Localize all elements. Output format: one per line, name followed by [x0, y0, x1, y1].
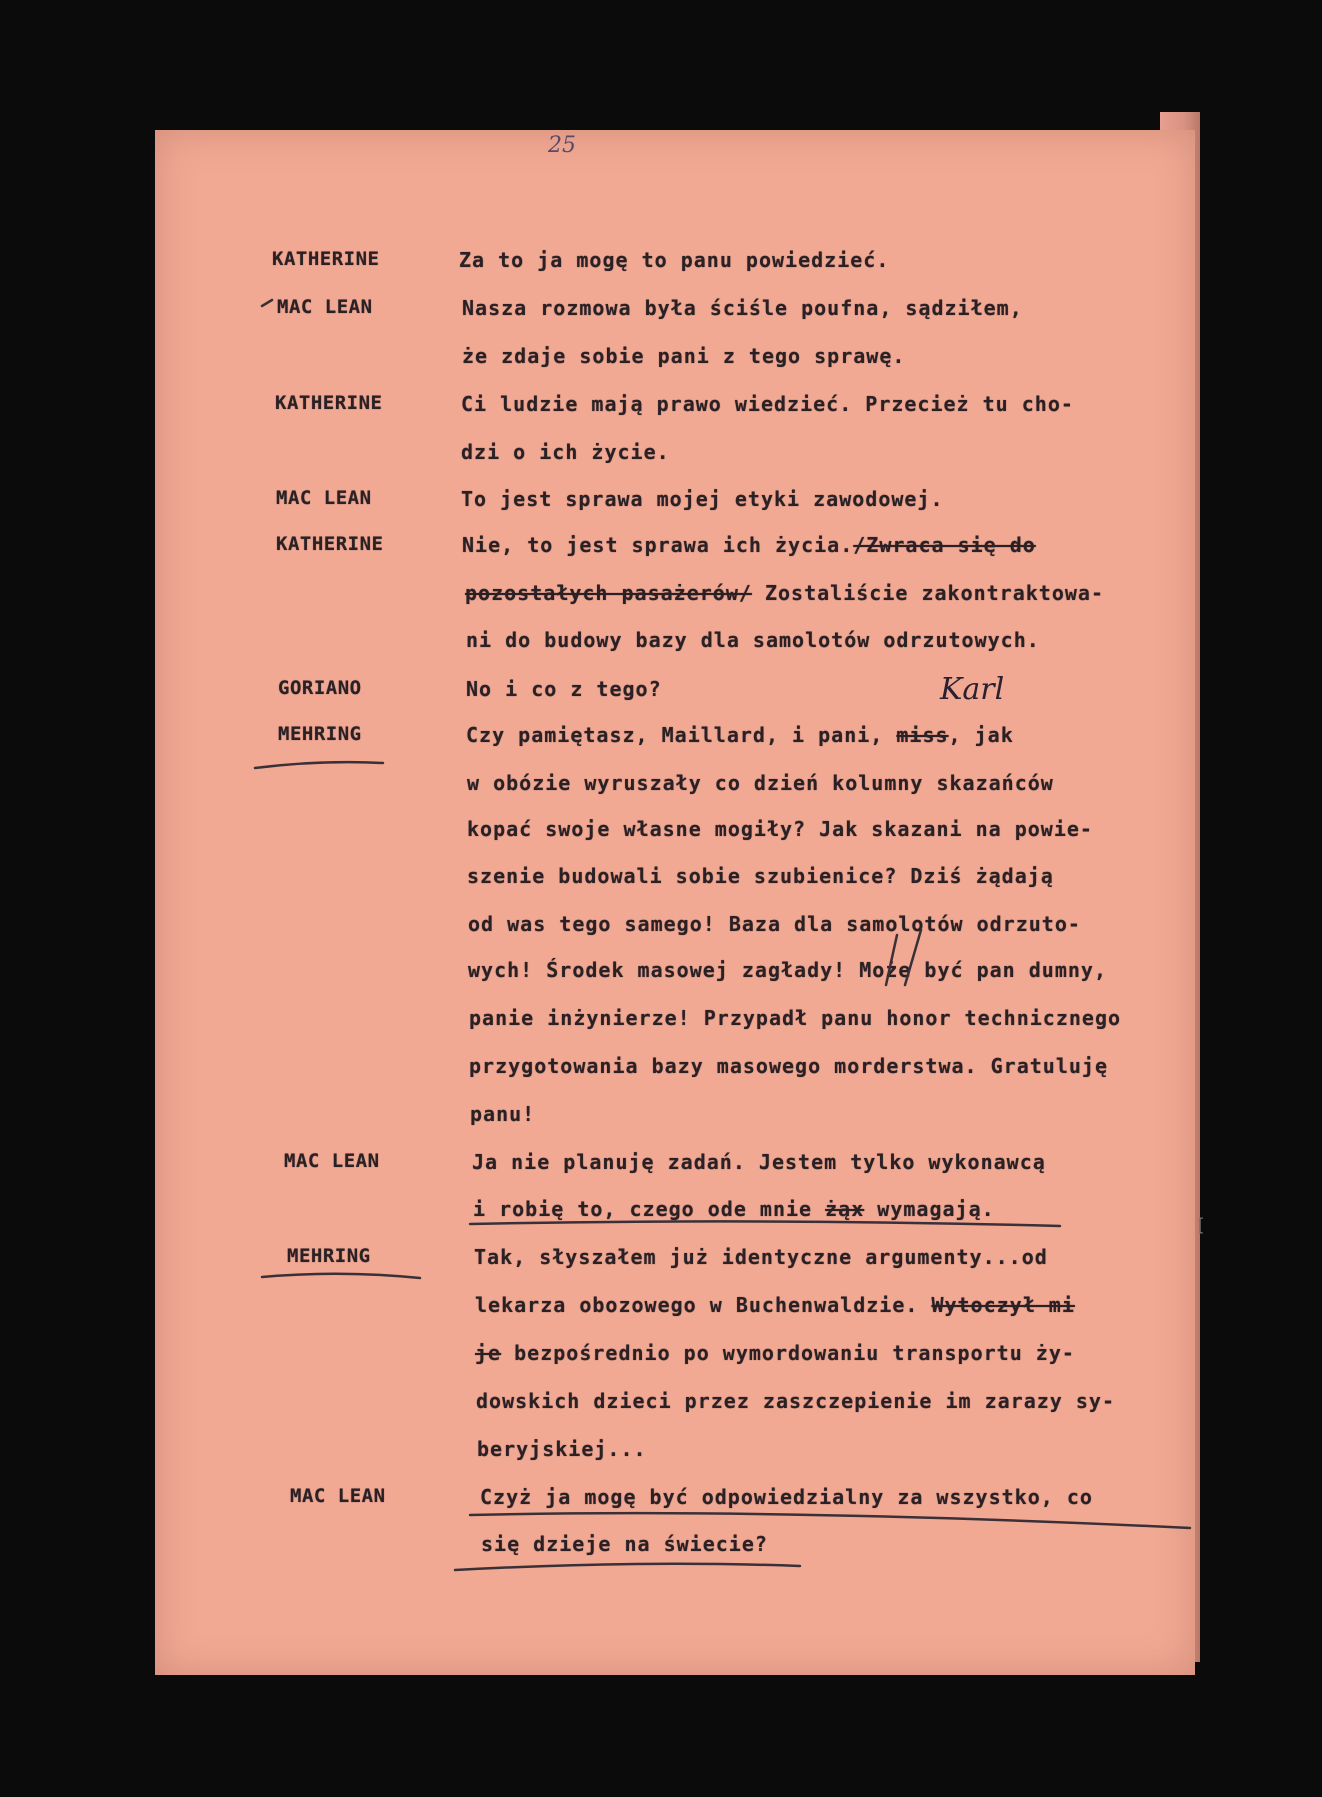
dialogue-line: panie inżynierze! Przypadł panu honor technicznego	[469, 1006, 1122, 1030]
margin-bracket-mark: [	[1195, 1215, 1206, 1236]
struck-stage-direction: pozostałych pasażerów/	[465, 581, 752, 605]
dialogue-line: Czy pamiętasz, Maillard, i pani, miss, jak	[466, 723, 1014, 747]
struck-word: żąx	[825, 1197, 865, 1221]
pencil-slash	[905, 930, 921, 985]
struck-word: Wytoczył mi	[931, 1293, 1075, 1317]
dialogue-line: lekarza obozowego w Buchenwaldzie. Wytoczył mi	[475, 1293, 1075, 1317]
speaker-label: MEHRING	[287, 1245, 371, 1267]
pencil-tick	[262, 300, 272, 306]
speaker-label: GORIANO	[278, 677, 362, 699]
dialogue-line: dzi o ich życie.	[461, 440, 670, 464]
dialogue-line: dowskich dzieci przez zaszczepienie im zarazy sy-	[476, 1389, 1116, 1413]
speaker-label: MAC LEAN	[277, 296, 373, 318]
dialogue-line: Ci ludzie mają prawo wiedzieć. Przecież tu cho-	[461, 392, 1074, 416]
pencil-underline	[262, 1274, 420, 1278]
dialogue-line: i robię to, czego ode mnie żąx wymagają.	[473, 1197, 995, 1221]
speaker-label: KATHERINE	[275, 392, 383, 414]
dialogue-line: przygotowania bazy masowego morderstwa. Gratuluję	[469, 1054, 1109, 1078]
dialogue-line: się dzieje na świecie?	[481, 1532, 768, 1556]
dialogue-line: w obózie wyruszały co dzień kolumny skazańców	[467, 771, 1054, 795]
dialogue-line: Za to ja mogę to panu powiedzieć.	[459, 248, 890, 272]
speaker-label: KATHERINE	[272, 248, 380, 270]
pencil-underline	[470, 1221, 1060, 1226]
speaker-label: MAC LEAN	[290, 1485, 386, 1507]
dialogue-line: szenie budowali sobie szubienice? Dziś żądają	[467, 864, 1054, 888]
dialogue-line: beryjskiej...	[477, 1437, 647, 1461]
dialogue-line: Nie, to jest sprawa ich życia./Zwraca się do	[462, 533, 1036, 557]
dialogue-line: je bezpośrednio po wymordowaniu transportu ży-	[475, 1341, 1075, 1365]
pencil-underline	[255, 762, 383, 768]
page-number: 25	[548, 133, 576, 158]
dialogue-line: No i co z tego?	[466, 677, 662, 701]
dialogue-line: Ja nie planuję zadań. Jestem tylko wykonawcą	[472, 1150, 1046, 1174]
pencil-slash	[886, 935, 897, 985]
dialogue-line: ni do budowy bazy dla samolotów odrzutowych.	[466, 628, 1040, 652]
dialogue-line: Czyż ja mogę być odpowiedzialny za wszystko, co	[480, 1485, 1093, 1509]
struck-stage-direction: /Zwraca się do	[853, 533, 1036, 557]
speaker-label: MAC LEAN	[276, 487, 372, 509]
dialogue-line: że zdaje sobie pani z tego sprawę.	[462, 344, 906, 368]
pencil-underline	[470, 1513, 1190, 1528]
pencil-underline	[455, 1564, 800, 1570]
dialogue-line: wych! Środek masowej zagłady! Może być pan dumny,	[468, 958, 1108, 982]
dialogue-line: pozostałych pasażerów/ Zostaliście zakontraktowa-	[465, 581, 1105, 605]
dialogue-line: od was tego samego! Baza dla samolotów odrzuto-	[468, 912, 1081, 936]
struck-word: je	[475, 1341, 502, 1365]
dialogue-line: Nasza rozmowa była ściśle poufna, sądziłem,	[462, 296, 1023, 320]
speaker-label: KATHERINE	[276, 533, 384, 555]
dialogue-line: panu!	[470, 1102, 536, 1126]
dialogue-line: kopać swoje własne mogiły? Jak skazani na powie-	[467, 817, 1093, 841]
speaker-label: MAC LEAN	[284, 1150, 380, 1172]
struck-word: miss	[896, 723, 949, 747]
handwritten-name-note: Karl	[940, 672, 1005, 707]
dialogue-line: To jest sprawa mojej etyki zawodowej.	[461, 487, 944, 511]
speaker-label: MEHRING	[278, 723, 362, 745]
dialogue-line: Tak, słyszałem już identyczne argumenty...od	[474, 1245, 1048, 1269]
